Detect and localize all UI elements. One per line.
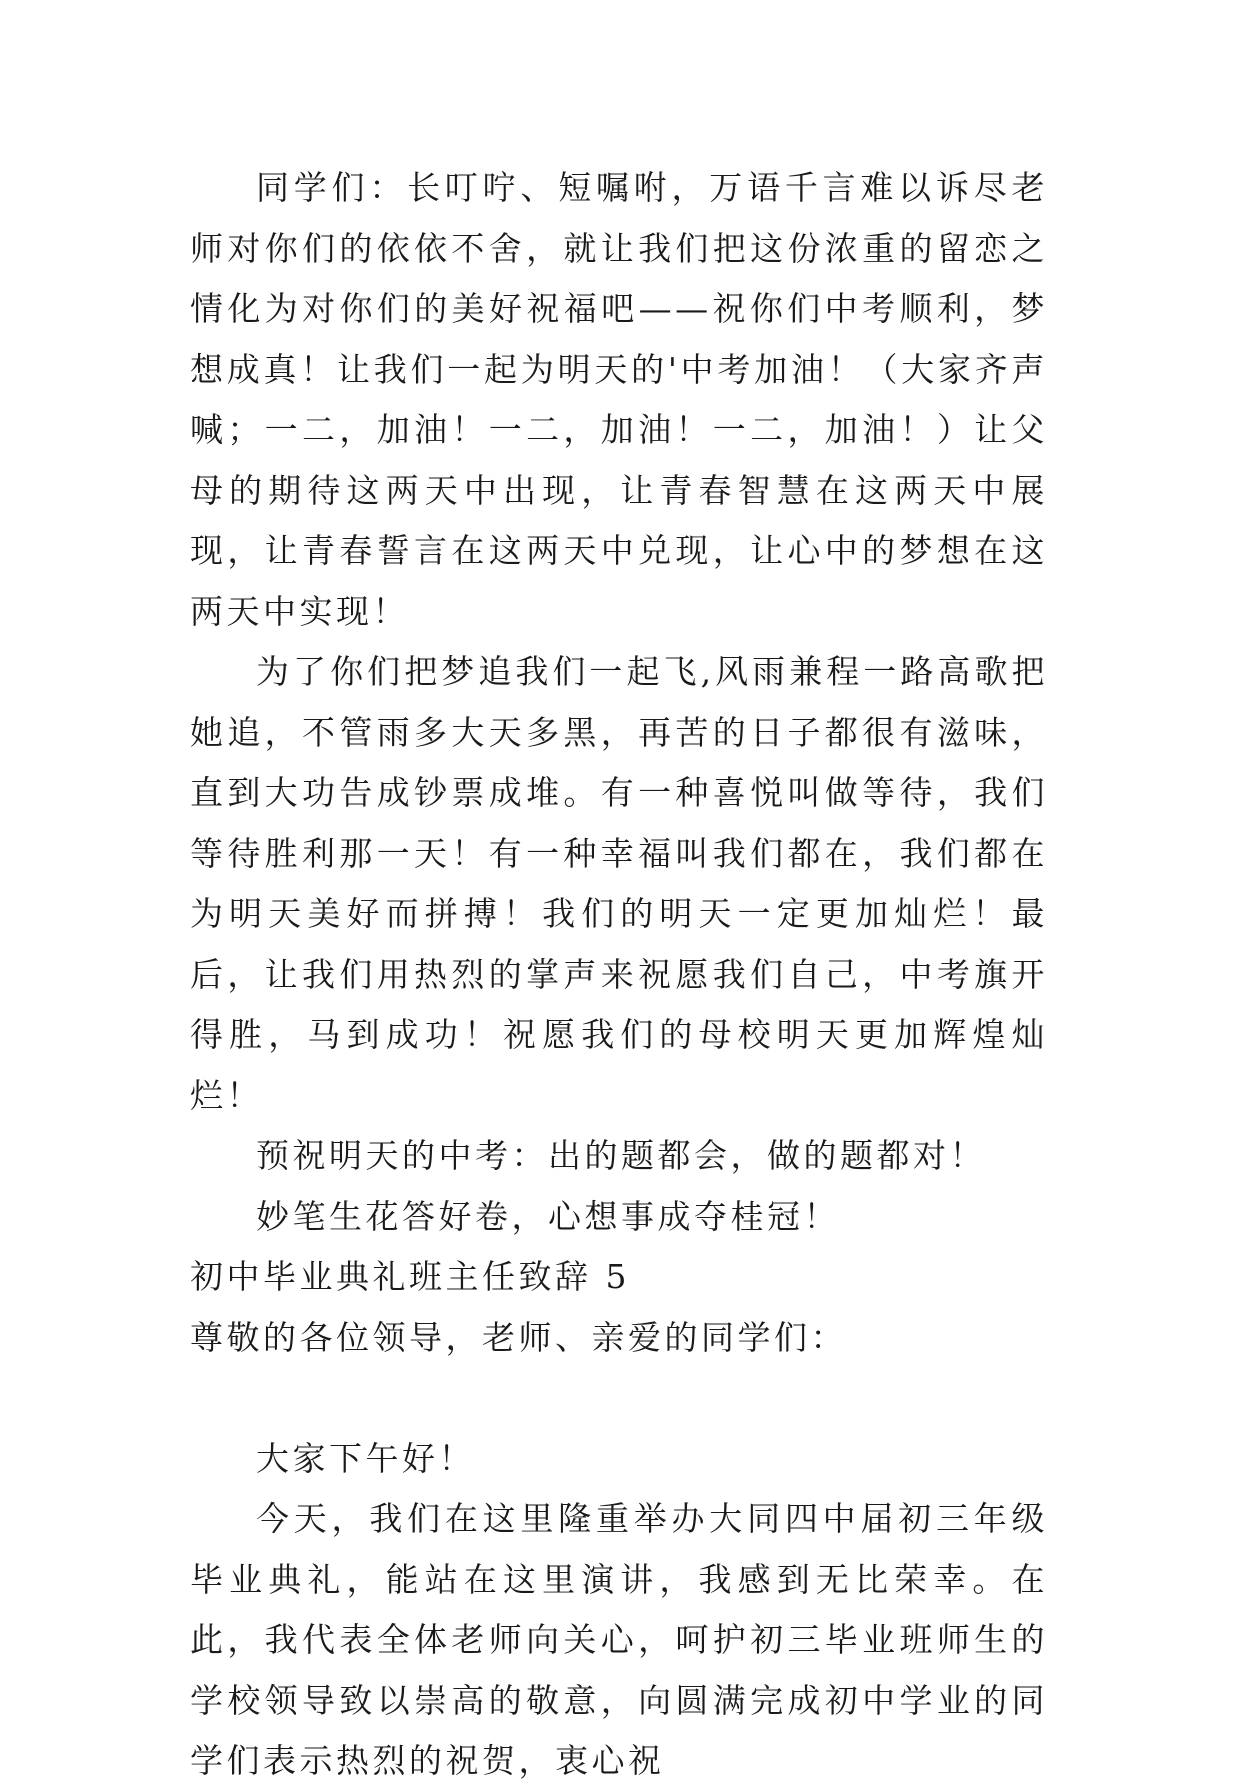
paragraph-exam-motto: 妙笔生花答好卷，心想事成夺桂冠！	[256, 1196, 840, 1236]
paragraph-greeting: 大家下午好！	[256, 1438, 475, 1478]
salutation: 尊敬的各位领导，老师、亲爱的同学们：	[190, 1317, 847, 1357]
blank-line	[190, 1368, 1048, 1429]
paragraph-farewell-blessing: 同学们：长叮咛、短嘱咐，万语千言难以诉尽老师对你们的依依不舍，就让我们把这份浓重的留恋之情化为对你们的美好祝福吧——祝你们中考顺利，梦想成真！让我们一起为明天的'中考加油！（大家齐声喊；一二，加油！一二，加油！一二，加油！）让父母的期待这两天中出现，让青春智慧在这两天中展现，让青春誓言在这两天中兑现，让心中的梦想在这两天中实现！	[190, 168, 1048, 631]
section-title: 初中毕业典礼班主任致辞 5	[190, 1257, 630, 1296]
paragraph-dream-chasing: 为了你们把梦追我们一起飞,风雨兼程一路高歌把她追，不管雨多大天多黑，再苦的日子都很有滋味，直到大功告成钞票成堆。有一种喜悦叫做等待，我们等待胜利那一天！有一种幸福叫我们都在，我们都在为明天美好而拼搏！我们的明天一定更加灿烂！最后，让我们用热烈的掌声来祝愿我们自己，中考旗开得胜，马到成功！祝愿我们的母校明天更加辉煌灿烂！	[190, 652, 1048, 1115]
paragraph-exam-wish: 预祝明天的中考：出的题都会，做的题都对！	[256, 1136, 986, 1175]
document-body	[190, 158, 1048, 1792]
paragraph-ceremony-opening: 今天，我们在这里隆重举办大同四中届初三年级毕业典礼，能站在这里演讲，我感到无比荣幸。在此，我代表全体老师向关心，呵护初三毕业班师生的学校领导致以崇高的敬意，向圆满完成初中学业的同学们表示热烈的祝贺，衷心祝	[190, 1499, 1048, 1780]
